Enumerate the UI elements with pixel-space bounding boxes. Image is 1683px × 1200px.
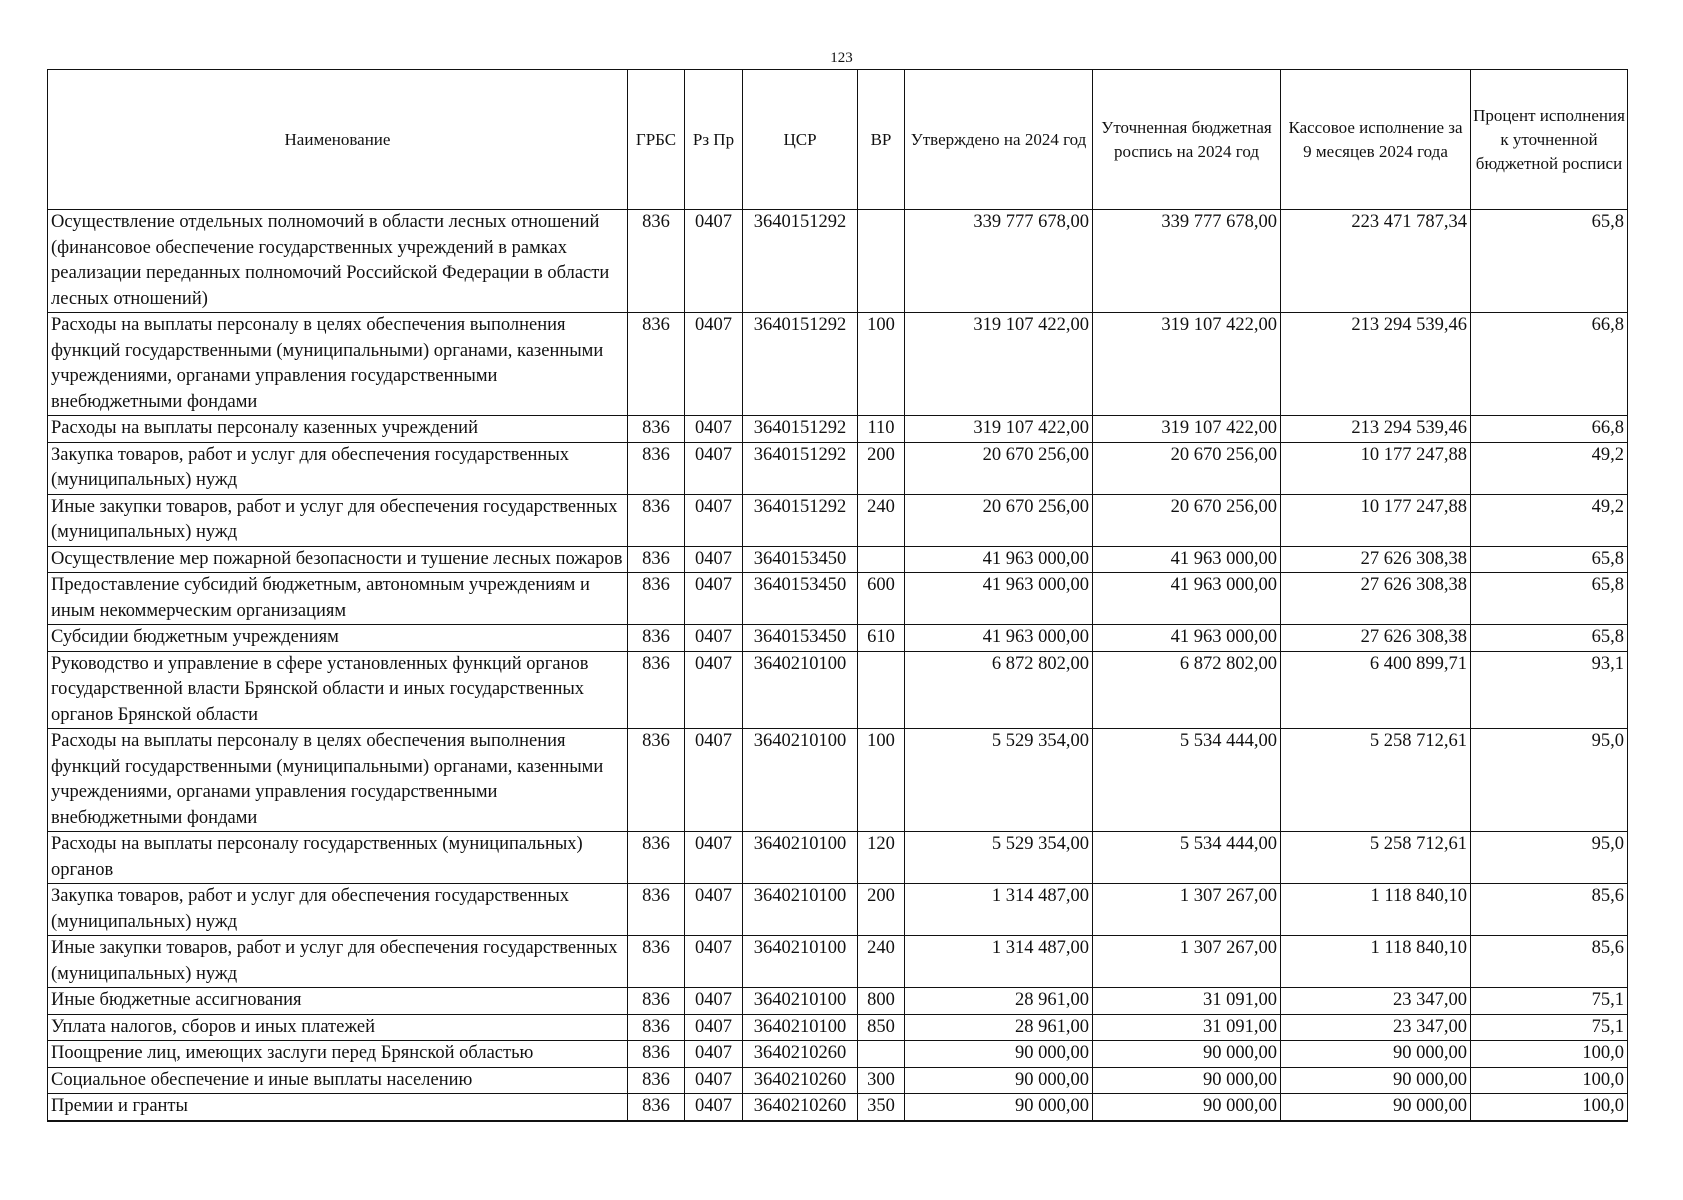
cell-percent: 93,1 [1471,651,1628,729]
cell-grbs: 836 [628,884,685,936]
cell-approved: 90 000,00 [905,1041,1093,1068]
header-csr: ЦСР [743,70,858,210]
cell-csr: 3640210100 [743,884,858,936]
cell-refined: 90 000,00 [1093,1067,1281,1094]
cell-vr [858,651,905,729]
cell-vr: 240 [858,936,905,988]
cell-rzpr: 0407 [685,416,743,443]
cell-grbs: 836 [628,832,685,884]
cell-executed: 27 626 308,38 [1281,573,1471,625]
cell-vr: 240 [858,494,905,546]
cell-vr: 120 [858,832,905,884]
cell-executed: 27 626 308,38 [1281,625,1471,652]
table-row [48,1067,1628,1094]
cell-csr: 3640153450 [743,573,858,625]
cell-approved: 1 314 487,00 [905,884,1093,936]
cell-refined: 41 963 000,00 [1093,625,1281,652]
cell-vr: 600 [858,573,905,625]
cell-refined: 20 670 256,00 [1093,494,1281,546]
table-row [48,936,1628,988]
cell-approved: 41 963 000,00 [905,625,1093,652]
cell-percent: 75,1 [1471,988,1628,1015]
cell-vr: 200 [858,884,905,936]
cell-rzpr: 0407 [685,625,743,652]
cell-vr: 850 [858,1014,905,1041]
cell-executed: 90 000,00 [1281,1067,1471,1094]
cell-percent: 95,0 [1471,832,1628,884]
cell-grbs: 836 [628,1067,685,1094]
cell-percent: 100,0 [1471,1067,1628,1094]
cell-grbs: 836 [628,416,685,443]
cell-rzpr: 0407 [685,1067,743,1094]
cell-approved: 339 777 678,00 [905,210,1093,313]
cell-percent: 75,1 [1471,1014,1628,1041]
cell-name: Осуществление мер пожарной безопасности и тушение лесных пожаров [48,546,628,573]
cell-name: Предоставление субсидий бюджетным, автономным учреждениям и иным некоммерческим организациям [48,573,628,625]
cell-refined: 31 091,00 [1093,1014,1281,1041]
cell-executed: 27 626 308,38 [1281,546,1471,573]
cell-vr: 350 [858,1094,905,1121]
cell-name: Поощрение лиц, имеющих заслуги перед Брянской областью [48,1041,628,1068]
cell-vr [858,546,905,573]
cell-approved: 20 670 256,00 [905,494,1093,546]
cell-refined: 41 963 000,00 [1093,546,1281,573]
cell-executed: 1 118 840,10 [1281,884,1471,936]
cell-rzpr: 0407 [685,729,743,832]
cell-csr: 3640153450 [743,625,858,652]
cell-percent: 100,0 [1471,1041,1628,1068]
header-grbs: ГРБС [628,70,685,210]
cell-name: Расходы на выплаты персоналу в целях обеспечения выполнения функций государственными (муниципальными) органами, казенными учреждениями, органами управления государственными внебюджетными фондами [48,313,628,416]
budget-execution-table [47,69,1628,1122]
table-row [48,210,1628,313]
cell-percent: 49,2 [1471,442,1628,494]
table-row [48,884,1628,936]
cell-refined: 1 307 267,00 [1093,884,1281,936]
table-row [48,313,1628,416]
cell-approved: 1 314 487,00 [905,936,1093,988]
cell-approved: 90 000,00 [905,1094,1093,1121]
cell-approved: 28 961,00 [905,988,1093,1015]
cell-name: Руководство и управление в сфере установленных функций органов государственной власти Брянской области и иных государственных органов Брянской области [48,651,628,729]
cell-approved: 90 000,00 [905,1067,1093,1094]
cell-refined: 5 534 444,00 [1093,832,1281,884]
table-row [48,494,1628,546]
cell-refined: 20 670 256,00 [1093,442,1281,494]
cell-rzpr: 0407 [685,494,743,546]
cell-grbs: 836 [628,210,685,313]
cell-approved: 41 963 000,00 [905,573,1093,625]
table-row [48,625,1628,652]
cell-name: Иные закупки товаров, работ и услуг для обеспечения государственных (муниципальных) нужд [48,936,628,988]
cell-refined: 41 963 000,00 [1093,573,1281,625]
cell-csr: 3640210100 [743,651,858,729]
cell-grbs: 836 [628,313,685,416]
header-name: Наименование [48,70,628,210]
cell-executed: 223 471 787,34 [1281,210,1471,313]
cell-rzpr: 0407 [685,936,743,988]
cell-name: Закупка товаров, работ и услуг для обеспечения государственных (муниципальных) нужд [48,442,628,494]
cell-name: Иные бюджетные ассигнования [48,988,628,1015]
cell-refined: 90 000,00 [1093,1094,1281,1121]
page-number: 123 [830,50,853,66]
cell-vr: 100 [858,313,905,416]
cell-csr: 3640210100 [743,729,858,832]
cell-approved: 20 670 256,00 [905,442,1093,494]
cell-approved: 28 961,00 [905,1014,1093,1041]
cell-vr [858,210,905,313]
cell-grbs: 836 [628,729,685,832]
cell-executed: 1 118 840,10 [1281,936,1471,988]
cell-grbs: 836 [628,546,685,573]
cell-name: Иные закупки товаров, работ и услуг для обеспечения государственных (муниципальных) нужд [48,494,628,546]
cell-percent: 65,8 [1471,625,1628,652]
table-row [48,651,1628,729]
cell-refined: 5 534 444,00 [1093,729,1281,832]
cell-executed: 90 000,00 [1281,1041,1471,1068]
cell-approved: 6 872 802,00 [905,651,1093,729]
cell-rzpr: 0407 [685,651,743,729]
cell-name: Уплата налогов, сборов и иных платежей [48,1014,628,1041]
header-refined: Уточненная бюджетная роспись на 2024 год [1093,70,1281,210]
cell-rzpr: 0407 [685,1041,743,1068]
cell-percent: 66,8 [1471,416,1628,443]
cell-csr: 3640210100 [743,988,858,1015]
cell-vr: 800 [858,988,905,1015]
cell-refined: 339 777 678,00 [1093,210,1281,313]
table-row [48,1094,1628,1121]
cell-grbs: 836 [628,651,685,729]
header-vr: ВР [858,70,905,210]
cell-name: Расходы на выплаты персоналу государственных (муниципальных) органов [48,832,628,884]
cell-executed: 23 347,00 [1281,1014,1471,1041]
cell-grbs: 836 [628,1014,685,1041]
table-row [48,1014,1628,1041]
cell-name: Осуществление отдельных полномочий в области лесных отношений (финансовое обеспечение государственных учреждений в рамках реализации переданных полномочий Российской Федерации в области лесных отношений) [48,210,628,313]
table-row [48,546,1628,573]
cell-grbs: 836 [628,988,685,1015]
table-row [48,416,1628,443]
cell-approved: 41 963 000,00 [905,546,1093,573]
cell-rzpr: 0407 [685,313,743,416]
cell-approved: 5 529 354,00 [905,729,1093,832]
cell-csr: 3640210260 [743,1067,858,1094]
cell-executed: 10 177 247,88 [1281,442,1471,494]
cell-name: Премии и гранты [48,1094,628,1121]
cell-refined: 319 107 422,00 [1093,416,1281,443]
header-approved: Утверждено на 2024 год [905,70,1093,210]
cell-vr: 610 [858,625,905,652]
cell-executed: 213 294 539,46 [1281,416,1471,443]
cell-name: Расходы на выплаты персоналу в целях обеспечения выполнения функций государственными (муниципальными) органами, казенными учреждениями, органами управления государственными внебюджетными фондами [48,729,628,832]
cell-rzpr: 0407 [685,546,743,573]
header-executed: Кассовое исполнение за 9 месяцев 2024 года [1281,70,1471,210]
cell-csr: 3640210100 [743,1014,858,1041]
cell-csr: 3640210260 [743,1094,858,1121]
cell-refined: 90 000,00 [1093,1041,1281,1068]
cell-percent: 100,0 [1471,1094,1628,1121]
cell-grbs: 836 [628,936,685,988]
cell-approved: 319 107 422,00 [905,416,1093,443]
table-header [48,70,1628,210]
cell-name: Субсидии бюджетным учреждениям [48,625,628,652]
cell-csr: 3640153450 [743,546,858,573]
cell-vr: 110 [858,416,905,443]
cell-percent: 95,0 [1471,729,1628,832]
cell-percent: 65,8 [1471,210,1628,313]
cell-rzpr: 0407 [685,884,743,936]
cell-rzpr: 0407 [685,988,743,1015]
cell-refined: 1 307 267,00 [1093,936,1281,988]
table-row [48,442,1628,494]
cell-percent: 85,6 [1471,936,1628,988]
cell-rzpr: 0407 [685,573,743,625]
table-row [48,832,1628,884]
cell-csr: 3640151292 [743,494,858,546]
table-row [48,988,1628,1015]
cell-name: Социальное обеспечение и иные выплаты населению [48,1067,628,1094]
cell-grbs: 836 [628,573,685,625]
header-rzpr: Рз Пр [685,70,743,210]
cell-vr: 200 [858,442,905,494]
cell-executed: 213 294 539,46 [1281,313,1471,416]
cell-rzpr: 0407 [685,832,743,884]
table-row [48,1041,1628,1068]
cell-rzpr: 0407 [685,210,743,313]
cell-csr: 3640210260 [743,1041,858,1068]
cell-csr: 3640151292 [743,313,858,416]
cell-percent: 85,6 [1471,884,1628,936]
cell-grbs: 836 [628,494,685,546]
cell-percent: 49,2 [1471,494,1628,546]
cell-approved: 319 107 422,00 [905,313,1093,416]
cell-percent: 65,8 [1471,573,1628,625]
cell-refined: 6 872 802,00 [1093,651,1281,729]
cell-executed: 5 258 712,61 [1281,729,1471,832]
cell-rzpr: 0407 [685,1094,743,1121]
cell-executed: 23 347,00 [1281,988,1471,1015]
cell-csr: 3640210100 [743,936,858,988]
cell-vr: 100 [858,729,905,832]
cell-executed: 5 258 712,61 [1281,832,1471,884]
cell-name: Расходы на выплаты персоналу казенных учреждений [48,416,628,443]
cell-csr: 3640151292 [743,416,858,443]
cell-csr: 3640151292 [743,442,858,494]
cell-executed: 6 400 899,71 [1281,651,1471,729]
cell-percent: 66,8 [1471,313,1628,416]
cell-csr: 3640210100 [743,832,858,884]
cell-grbs: 836 [628,1041,685,1068]
cell-refined: 319 107 422,00 [1093,313,1281,416]
cell-executed: 10 177 247,88 [1281,494,1471,546]
cell-vr: 300 [858,1067,905,1094]
cell-vr [858,1041,905,1068]
cell-grbs: 836 [628,442,685,494]
cell-name: Закупка товаров, работ и услуг для обеспечения государственных (муниципальных) нужд [48,884,628,936]
cell-executed: 90 000,00 [1281,1094,1471,1121]
cell-csr: 3640151292 [743,210,858,313]
cell-grbs: 836 [628,1094,685,1121]
cell-refined: 31 091,00 [1093,988,1281,1015]
table-body [48,210,1628,1121]
cell-approved: 5 529 354,00 [905,832,1093,884]
cell-grbs: 836 [628,625,685,652]
cell-rzpr: 0407 [685,1014,743,1041]
table-row [48,729,1628,832]
cell-rzpr: 0407 [685,442,743,494]
header-percent: Процент исполнения к уточненной бюджетной росписи [1471,70,1628,210]
table-row [48,573,1628,625]
cell-percent: 65,8 [1471,546,1628,573]
